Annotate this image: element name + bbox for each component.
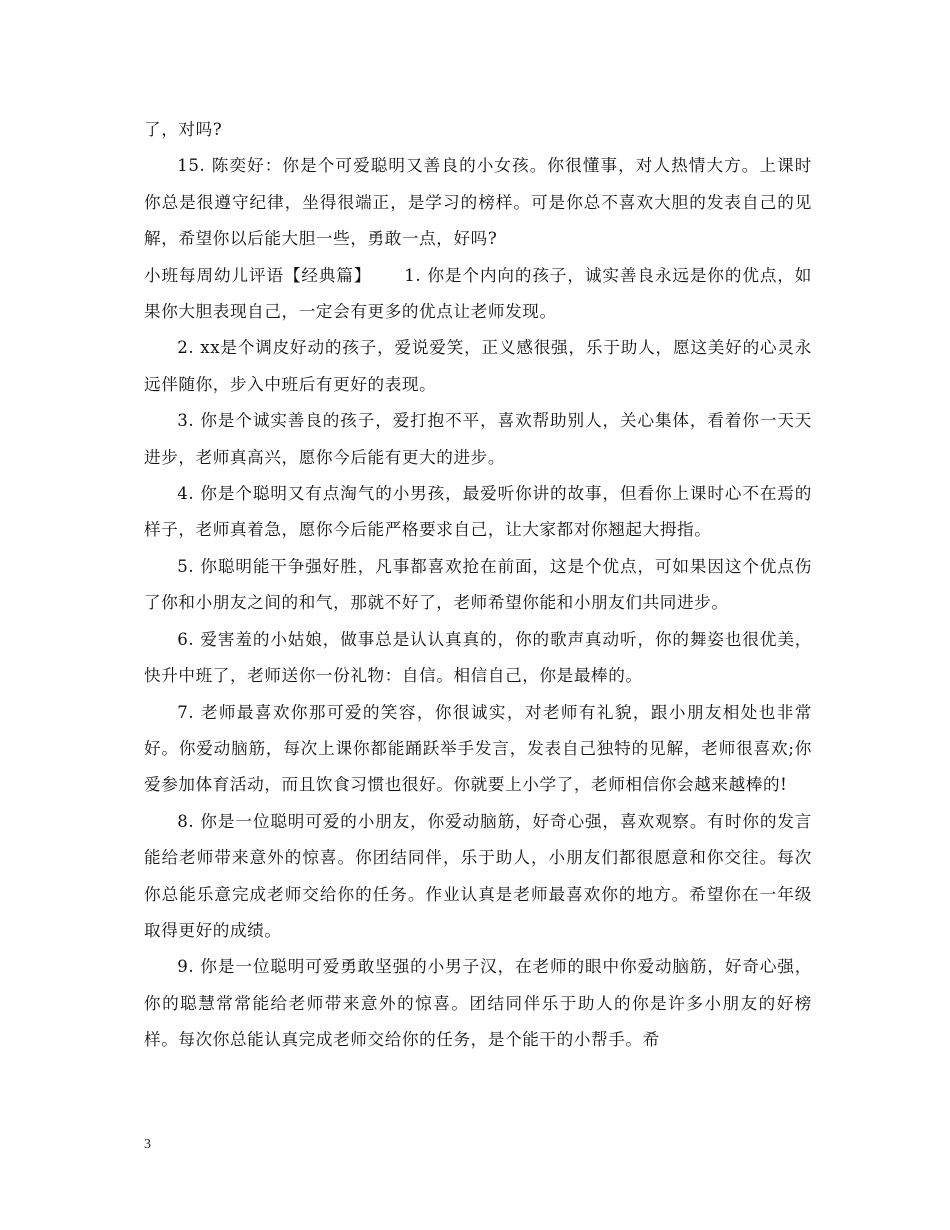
paragraph-item-7: 7. 老师最喜欢你那可爱的笑容，你很诚实，对老师有礼貌，跟小朋友相处也非常好。你爱动脑筋，每次上课你都能踊跃举手发言，发表自己独特的见解，老师很喜欢;你爱参加体育活动，而且饮食习惯也很好。你就要上小学了，老师相信你会越来越棒的! — [144, 702, 812, 795]
document-body — [144, 112, 812, 1059]
paragraph-item-4: 4. 你是个聪明又有点淘气的小男孩，最爱听你讲的故事，但看你上课时心不在焉的样子，老师真着急，愿你今后能严格要求自己，让大家都对你翘起大拇指。 — [144, 484, 812, 540]
paragraph-item-9: 9. 你是一位聪明可爱勇敢坚强的小男子汉，在老师的眼中你爱动脑筋，好奇心强，你的聪慧常常能给老师带来意外的惊喜。团结同伴乐于助人的你是许多小朋友的好榜样。每次你总能认真完成老师交给你的任务，是个能干的小帮手。希 — [144, 957, 812, 1050]
paragraph-item-3: 3. 你是个诚实善良的孩子，爱打抱不平，喜欢帮助别人，关心集体，看着你一天天进步，老师真高兴，愿你今后能有更大的进步。 — [144, 411, 812, 467]
paragraph-item-8: 8. 你是一位聪明可爱的小朋友，你爱动脑筋，好奇心强，喜欢观察。有时你的发言能给老师带来意外的惊喜。你团结同伴，乐于助人，小朋友们都很愿意和你交往。每次你总能乐意完成老师交给你的任务。作业认真是老师最喜欢你的地方。希望你在一年级取得更好的成绩。 — [144, 811, 812, 940]
paragraph-section-heading-item-1: 小班每周幼儿评语【经典篇】 1. 你是个内向的孩子，诚实善良永远是你的优点，如果你大胆表现自己，一定会有更多的优点让老师发现。 — [144, 265, 812, 322]
paragraph-item-15: 15. 陈奕好：你是个可爱聪明又善良的小女孩。你很懂事，对人热情大方。上课时你总是很遵守纪律，坐得很端正，是学习的榜样。可是你总不喜欢大胆的发表自己的见解，希望你以后能大胆一些，勇敢一点，好吗? — [144, 156, 812, 249]
paragraph-item-6: 6. 爱害羞的小姑娘，做事总是认认真真的，你的歌声真动听，你的舞姿也很优美，快升中班了，老师送你一份礼物：自信。相信自己，你是最棒的。 — [144, 629, 812, 686]
paragraph-item-5: 5. 你聪明能干争强好胜，凡事都喜欢抢在前面，这是个优点，可如果因这个优点伤了你和小朋友之间的和气，那就不好了，老师希望你能和小朋友们共同进步。 — [144, 556, 812, 613]
page-number: 3 — [144, 1137, 151, 1152]
paragraph-item-2: 2. xx是个调皮好动的孩子，爱说爱笑，正义感很强，乐于助人，愿这美好的心灵永远伴随你，步入中班后有更好的表现。 — [144, 338, 812, 394]
paragraph-continuation: 了，对吗? — [144, 120, 223, 139]
